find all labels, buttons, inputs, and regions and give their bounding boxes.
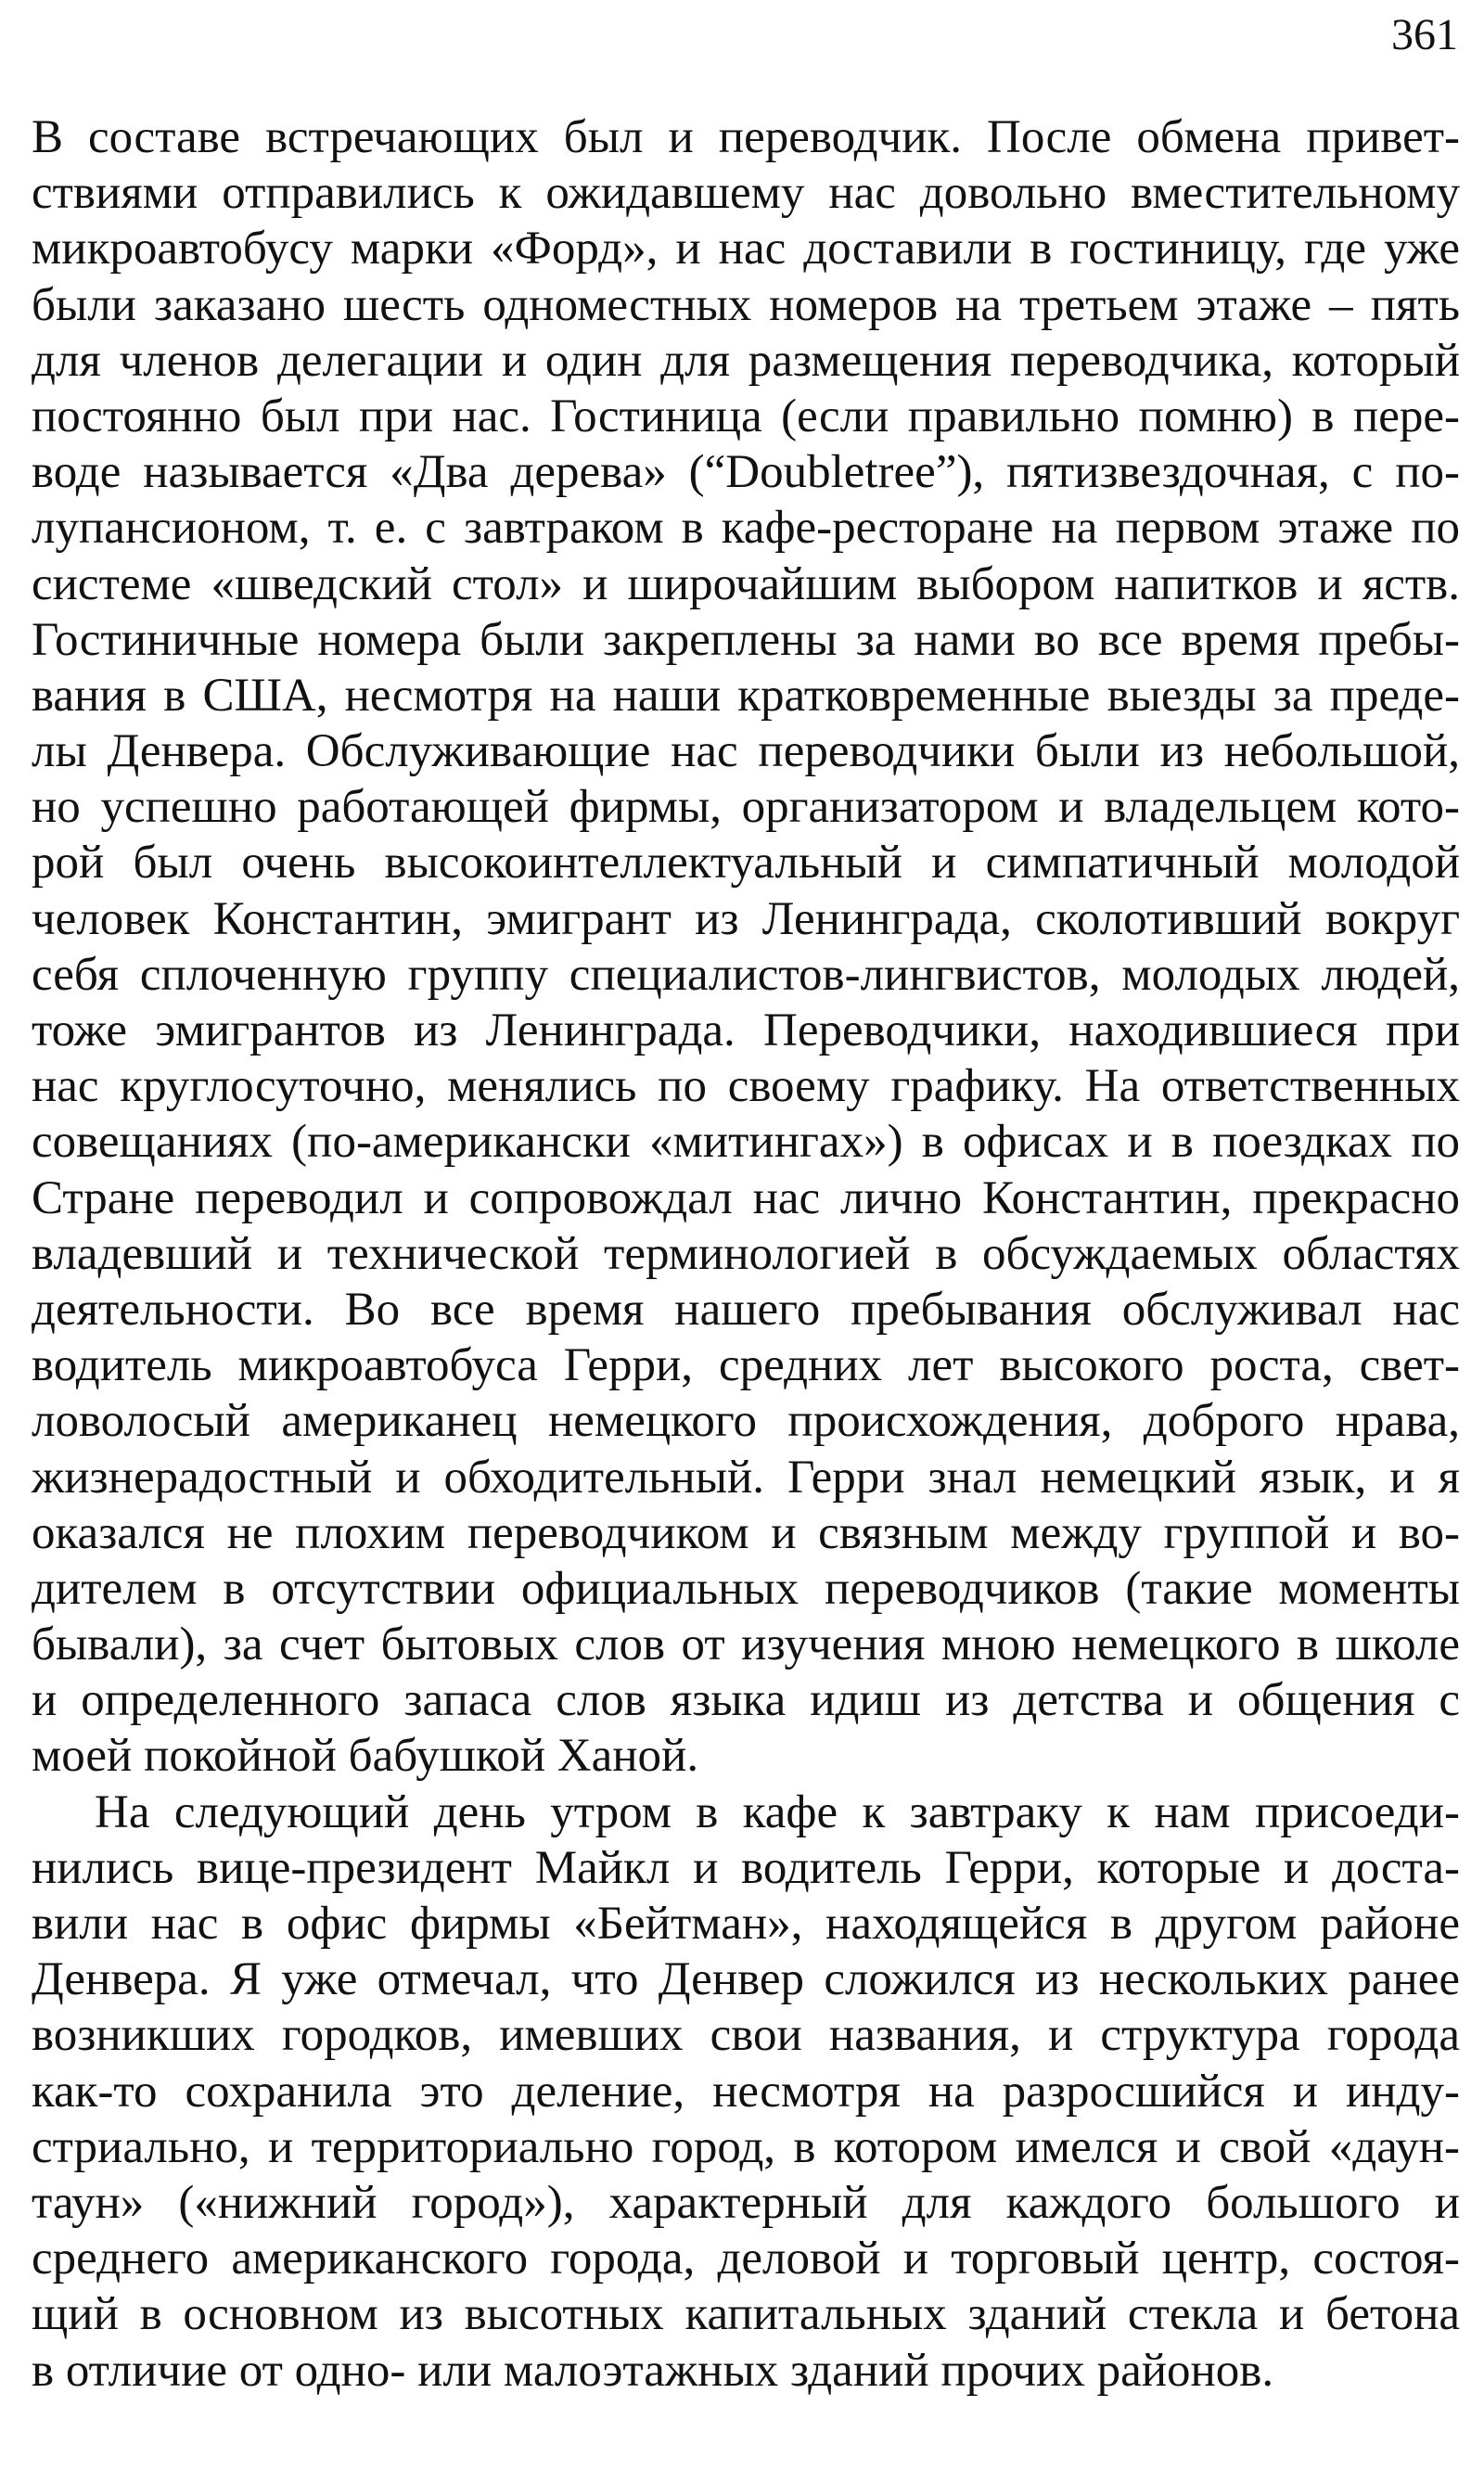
text-line: микроавтобусу марки «Форд», и нас доставили в гостиницу, где уже [32,223,1460,275]
text-line: Стране переводил и сопровождал нас лично Константин, прекрасно [32,1171,1460,1224]
text-line: владевший и технической терминологией в обсуждаемых областях [32,1227,1460,1280]
text-line: как-то сохранила это деление, несмотря на разросшийся и инду- [32,2065,1460,2118]
text-line: На следующий день утром в кафе к завтраку к нам присоеди- [95,1785,1460,1838]
text-line: себя сплоченную группу специалистов-лингвистов, молодых людей, [32,948,1460,1001]
text-line: щий в основном из высотных капитальных зданий стекла и бетона [32,2288,1460,2341]
text-line: нас круглосуточно, менялись по своему графику. На ответственных [32,1060,1460,1113]
text-line: бывали), за счет бытовых слов от изучения мною немецкого в школе [32,1619,1460,1671]
text-line: Гостиничные номера были закреплены за нами во все время пребы- [32,613,1460,666]
text-line: человек Константин, эмигрант из Ленинграда, сколотивший вокруг [32,892,1460,945]
text-line: вания в США, несмотря на наши кратковременные выезды за преде- [32,669,1460,722]
text-line: были заказано шесть одноместных номеров на третьем этаже – пять [32,278,1460,331]
text-line: лы Денвера. Обслуживающие нас переводчики были из небольшой, [32,725,1460,778]
body-text [32,109,1460,2399]
text-line: постоянно был при нас. Гостиница (если правильно помню) в пере- [32,390,1460,442]
text-line: для членов делегации и один для размещения переводчика, который [32,334,1460,387]
text-line: воде называется «Два дерева» (“Doubletree”), пятизвездочная, с по- [32,446,1460,499]
text-line: оказался не плохим переводчиком и связным между группой и во- [32,1506,1460,1559]
text-line: но успешно работающей фирмы, организатором и владельцем кото- [32,781,1460,834]
text-line: системе «шведский стол» и широчайшим выбором напитков и яств. [32,557,1460,610]
text-line: таун» («нижний город»), характерный для каждого большого и [32,2176,1460,2229]
text-line: тоже эмигрантов из Ленинграда. Переводчики, находившиеся при [32,1005,1460,1056]
text-line: лупансионом, т. е. с завтраком в кафе-ресторане на первом этаже по [32,502,1460,555]
text-line: стриально, и территориально город, в котором имелся и свой «даун- [32,2120,1460,2173]
text-line: возникших городков, имевших свои названия, и структура города [32,2009,1460,2062]
text-line: и определенного запаса слов языка идиш из детства и общения с [32,1674,1460,1727]
page-number: 361 [1391,10,1458,59]
text-line: дителем в отсутствии официальных переводчиков (такие моменты [32,1562,1460,1615]
text-line: жизнерадостный и обходительный. Герри знал немецкий язык, и я [32,1451,1460,1504]
text-line: вили нас в офис фирмы «Бейтман», находящейся в другом районе [32,1898,1460,1950]
text-line: В составе встречающих был и переводчик. После обмена привет- [32,111,1460,163]
text-line: в отличие от одно- или малоэтажных зданий прочих районов. [32,2344,1274,2397]
text-line: моей покойной бабушкой Ханой. [32,1730,699,1783]
text-line: Денвера. Я уже отмечал, что Денвер сложился из нескольких ранее [32,1953,1460,2006]
text-line: рой был очень высокоинтеллектуальный и симпатичный молодой [32,837,1460,890]
text-line: ловолосый американец немецкого происхождения, доброго нрава, [32,1395,1460,1448]
text-line: водитель микроавтобуса Герри, средних лет высокого роста, свет- [32,1339,1460,1392]
text-line: ствиями отправились к ожидавшему нас довольно вместительному [32,167,1460,220]
text-line: деятельности. Во все время нашего пребывания обслуживал нас [32,1283,1460,1336]
text-line: среднего американского города, деловой и торговый центр, состоя- [32,2233,1460,2285]
text-line: совещаниях (по-американски «митингах») в офисах и в поездках по [32,1116,1460,1169]
text-line: нились вице-президент Майкл и водитель Герри, которые и доста- [32,1841,1460,1894]
